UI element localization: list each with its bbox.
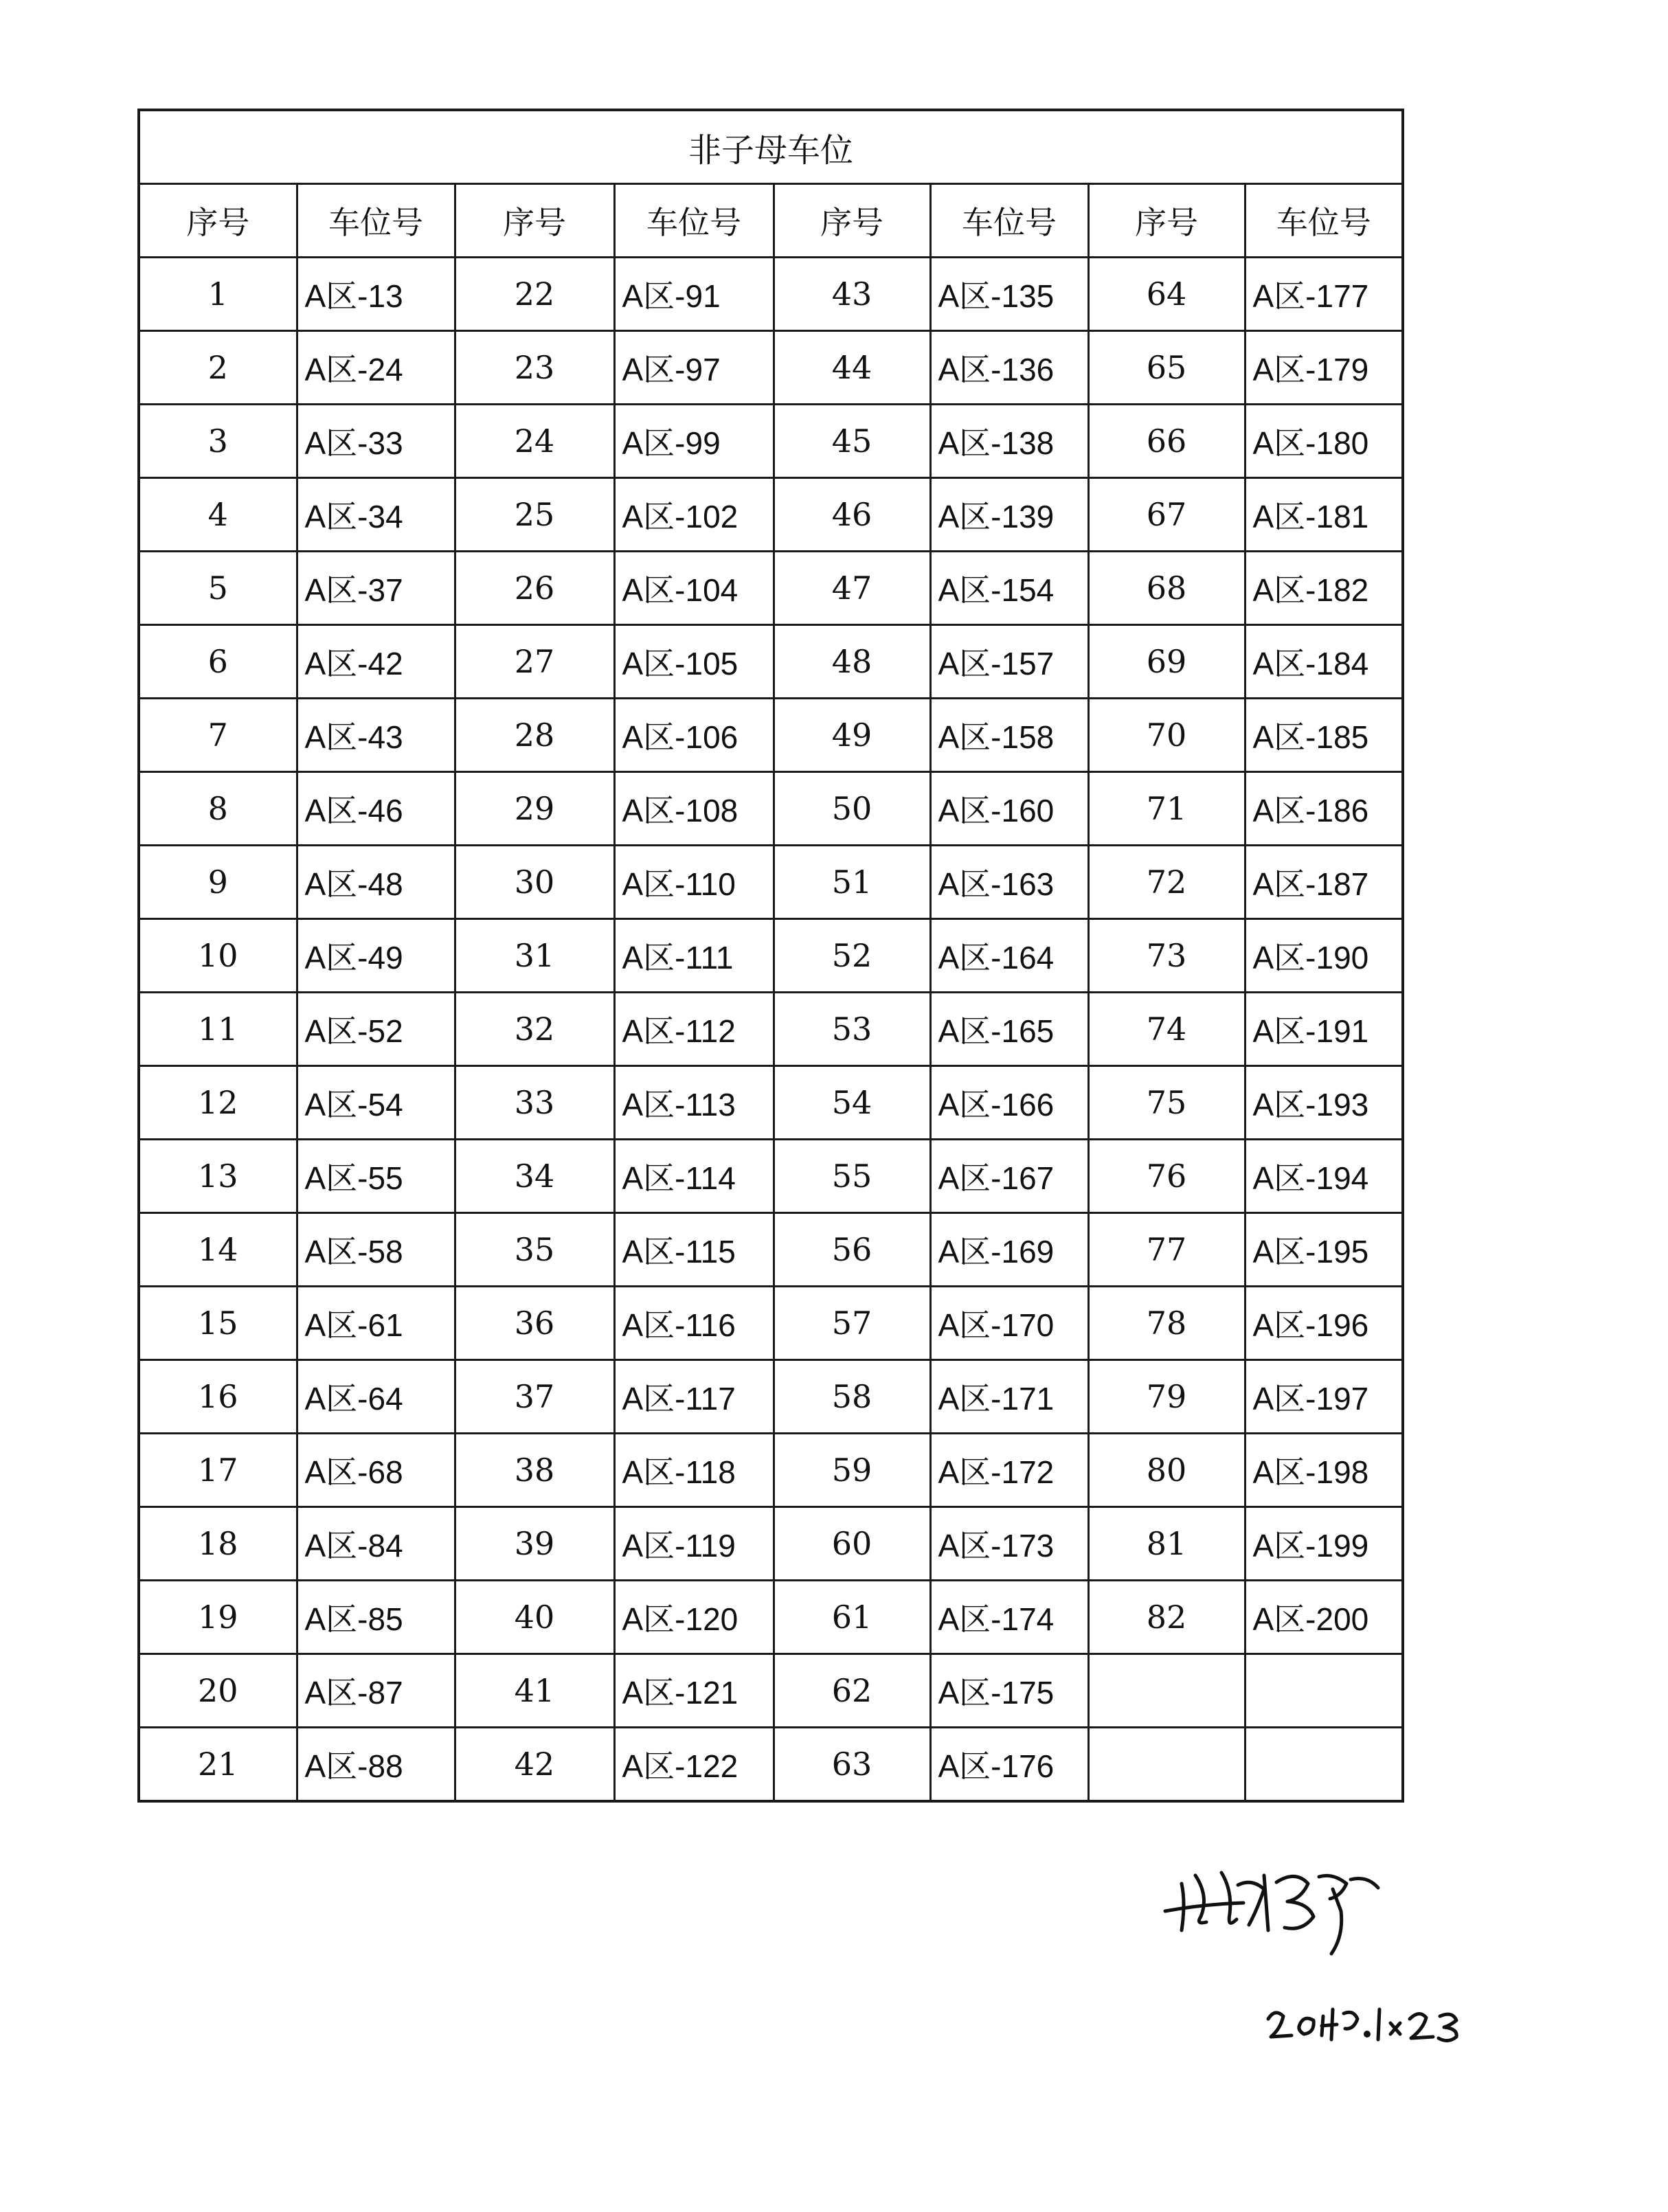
seq-cell: 10 [139, 919, 297, 993]
space-code-cell: A区-167 [930, 1140, 1088, 1213]
header-seq: 序号 [774, 184, 930, 258]
seq-cell: 26 [455, 552, 614, 625]
seq-cell: 22 [455, 258, 614, 331]
space-code-cell: A区-102 [614, 478, 774, 552]
seq-cell: 71 [1088, 772, 1245, 846]
seq-cell: 32 [455, 993, 614, 1066]
table-row [139, 1360, 1403, 1434]
space-code-cell: A区-33 [297, 405, 455, 478]
table-row [139, 405, 1403, 478]
space-code-cell: A区-176 [930, 1728, 1088, 1802]
handwritten-signature [1161, 1848, 1401, 1958]
space-code-cell: A区-154 [930, 552, 1088, 625]
space-code-cell: A区-187 [1245, 846, 1403, 919]
seq-cell [1088, 1728, 1245, 1802]
table-row [139, 1140, 1403, 1213]
table-row [139, 1581, 1403, 1654]
space-code-cell: A区-116 [614, 1287, 774, 1360]
header-space-no: 车位号 [930, 184, 1088, 258]
seq-cell: 61 [774, 1581, 930, 1654]
space-code-cell: A区-122 [614, 1728, 774, 1802]
table-row [139, 1728, 1403, 1802]
table-title: 非子母车位 [139, 110, 1403, 184]
seq-cell: 47 [774, 552, 930, 625]
header-space-no: 车位号 [297, 184, 455, 258]
seq-cell: 67 [1088, 478, 1245, 552]
space-code-cell: A区-85 [297, 1581, 455, 1654]
space-code-cell: A区-163 [930, 846, 1088, 919]
seq-cell: 59 [774, 1434, 930, 1507]
space-code-cell: A区-174 [930, 1581, 1088, 1654]
seq-cell: 55 [774, 1140, 930, 1213]
space-code-cell: A区-108 [614, 772, 774, 846]
space-code-cell: A区-198 [1245, 1434, 1403, 1507]
seq-cell: 50 [774, 772, 930, 846]
seq-cell: 20 [139, 1654, 297, 1728]
header-seq: 序号 [455, 184, 614, 258]
seq-cell: 68 [1088, 552, 1245, 625]
space-code-cell: A区-185 [1245, 699, 1403, 772]
seq-cell: 37 [455, 1360, 614, 1434]
header-seq: 序号 [1088, 184, 1245, 258]
title-row [139, 110, 1403, 184]
seq-cell: 44 [774, 331, 930, 405]
space-code-cell: A区-118 [614, 1434, 774, 1507]
space-code-cell: A区-164 [930, 919, 1088, 993]
space-code-cell [1245, 1728, 1403, 1802]
seq-cell: 54 [774, 1066, 930, 1140]
seq-cell: 19 [139, 1581, 297, 1654]
space-code-cell: A区-160 [930, 772, 1088, 846]
seq-cell: 29 [455, 772, 614, 846]
space-code-cell: A区-180 [1245, 405, 1403, 478]
seq-cell: 16 [139, 1360, 297, 1434]
space-code-cell: A区-34 [297, 478, 455, 552]
seq-cell: 42 [455, 1728, 614, 1802]
space-code-cell: A区-119 [614, 1507, 774, 1581]
space-code-cell: A区-97 [614, 331, 774, 405]
seq-cell: 63 [774, 1728, 930, 1802]
seq-cell: 80 [1088, 1434, 1245, 1507]
table-row [139, 1213, 1403, 1287]
seq-cell: 21 [139, 1728, 297, 1802]
table-row [139, 699, 1403, 772]
space-code-cell: A区-165 [930, 993, 1088, 1066]
header-row [139, 184, 1403, 258]
space-code-cell: A区-169 [930, 1213, 1088, 1287]
seq-cell: 3 [139, 405, 297, 478]
seq-cell: 35 [455, 1213, 614, 1287]
seq-cell: 11 [139, 993, 297, 1066]
table-row [139, 919, 1403, 993]
space-code-cell: A区-121 [614, 1654, 774, 1728]
space-code-cell: A区-191 [1245, 993, 1403, 1066]
space-code-cell: A区-13 [297, 258, 455, 331]
space-code-cell: A区-120 [614, 1581, 774, 1654]
space-code-cell: A区-170 [930, 1287, 1088, 1360]
space-code-cell: A区-42 [297, 625, 455, 699]
seq-cell: 78 [1088, 1287, 1245, 1360]
seq-cell: 33 [455, 1066, 614, 1140]
seq-cell: 64 [1088, 258, 1245, 331]
seq-cell: 81 [1088, 1507, 1245, 1581]
seq-cell: 49 [774, 699, 930, 772]
space-code-cell: A区-113 [614, 1066, 774, 1140]
seq-cell: 39 [455, 1507, 614, 1581]
space-code-cell: A区-117 [614, 1360, 774, 1434]
seq-cell: 34 [455, 1140, 614, 1213]
space-code-cell: A区-136 [930, 331, 1088, 405]
seq-cell: 18 [139, 1507, 297, 1581]
space-code-cell: A区-193 [1245, 1066, 1403, 1140]
seq-cell: 2 [139, 331, 297, 405]
seq-cell: 14 [139, 1213, 297, 1287]
space-code-cell: A区-166 [930, 1066, 1088, 1140]
parking-space-table [137, 109, 1404, 1803]
space-code-cell: A区-87 [297, 1654, 455, 1728]
seq-cell: 17 [139, 1434, 297, 1507]
space-code-cell: A区-184 [1245, 625, 1403, 699]
space-code-cell: A区-172 [930, 1434, 1088, 1507]
seq-cell: 28 [455, 699, 614, 772]
table-row [139, 846, 1403, 919]
seq-cell: 66 [1088, 405, 1245, 478]
space-code-cell: A区-106 [614, 699, 774, 772]
space-code-cell: A区-64 [297, 1360, 455, 1434]
space-code-cell: A区-186 [1245, 772, 1403, 846]
space-code-cell: A区-175 [930, 1654, 1088, 1728]
seq-cell: 4 [139, 478, 297, 552]
space-code-cell: A区-196 [1245, 1287, 1403, 1360]
seq-cell: 74 [1088, 993, 1245, 1066]
space-code-cell: A区-88 [297, 1728, 455, 1802]
seq-cell: 82 [1088, 1581, 1245, 1654]
space-code-cell: A区-58 [297, 1213, 455, 1287]
seq-cell: 72 [1088, 846, 1245, 919]
table-row [139, 331, 1403, 405]
space-code-cell: A区-49 [297, 919, 455, 993]
seq-cell: 5 [139, 552, 297, 625]
seq-cell: 70 [1088, 699, 1245, 772]
seq-cell: 12 [139, 1066, 297, 1140]
table-row [139, 1507, 1403, 1581]
table-row [139, 552, 1403, 625]
space-code-cell: A区-111 [614, 919, 774, 993]
header-seq: 序号 [139, 184, 297, 258]
seq-cell: 9 [139, 846, 297, 919]
seq-cell: 52 [774, 919, 930, 993]
space-code-cell: A区-37 [297, 552, 455, 625]
table-row [139, 625, 1403, 699]
space-code-cell: A区-43 [297, 699, 455, 772]
seq-cell: 75 [1088, 1066, 1245, 1140]
space-code-cell: A区-114 [614, 1140, 774, 1213]
space-code-cell: A区-24 [297, 331, 455, 405]
seq-cell: 41 [455, 1654, 614, 1728]
space-code-cell: A区-179 [1245, 331, 1403, 405]
handwritten-date [1264, 1989, 1484, 2051]
table-row [139, 258, 1403, 331]
seq-cell: 79 [1088, 1360, 1245, 1434]
space-code-cell: A区-190 [1245, 919, 1403, 993]
table-row [139, 772, 1403, 846]
space-code-cell: A区-68 [297, 1434, 455, 1507]
seq-cell: 76 [1088, 1140, 1245, 1213]
seq-cell: 56 [774, 1213, 930, 1287]
space-code-cell: A区-48 [297, 846, 455, 919]
seq-cell: 36 [455, 1287, 614, 1360]
seq-cell: 60 [774, 1507, 930, 1581]
space-code-cell: A区-182 [1245, 552, 1403, 625]
seq-cell: 31 [455, 919, 614, 993]
seq-cell: 24 [455, 405, 614, 478]
seq-cell: 7 [139, 699, 297, 772]
space-code-cell: A区-54 [297, 1066, 455, 1140]
space-code-cell: A区-52 [297, 993, 455, 1066]
space-code-cell: A区-115 [614, 1213, 774, 1287]
seq-cell: 6 [139, 625, 297, 699]
space-code-cell: A区-138 [930, 405, 1088, 478]
header-space-no: 车位号 [1245, 184, 1403, 258]
seq-cell: 8 [139, 772, 297, 846]
space-code-cell: A区-104 [614, 552, 774, 625]
space-code-cell: A区-194 [1245, 1140, 1403, 1213]
seq-cell [1088, 1654, 1245, 1728]
seq-cell: 48 [774, 625, 930, 699]
space-code-cell: A区-195 [1245, 1213, 1403, 1287]
seq-cell: 77 [1088, 1213, 1245, 1287]
seq-cell: 58 [774, 1360, 930, 1434]
space-code-cell: A区-91 [614, 258, 774, 331]
space-code-cell: A区-110 [614, 846, 774, 919]
seq-cell: 1 [139, 258, 297, 331]
table-row [139, 1066, 1403, 1140]
seq-cell: 69 [1088, 625, 1245, 699]
space-code-cell: A区-181 [1245, 478, 1403, 552]
space-code-cell: A区-135 [930, 258, 1088, 331]
seq-cell: 57 [774, 1287, 930, 1360]
table-row [139, 1434, 1403, 1507]
space-code-cell: A区-157 [930, 625, 1088, 699]
seq-cell: 62 [774, 1654, 930, 1728]
seq-cell: 43 [774, 258, 930, 331]
space-code-cell: A区-158 [930, 699, 1088, 772]
space-code-cell: A区-197 [1245, 1360, 1403, 1434]
seq-cell: 45 [774, 405, 930, 478]
space-code-cell: A区-171 [930, 1360, 1088, 1434]
seq-cell: 27 [455, 625, 614, 699]
table-row [139, 1654, 1403, 1728]
space-code-cell: A区-105 [614, 625, 774, 699]
space-code-cell: A区-200 [1245, 1581, 1403, 1654]
space-code-cell: A区-173 [930, 1507, 1088, 1581]
seq-cell: 13 [139, 1140, 297, 1213]
table-row [139, 478, 1403, 552]
header-space-no: 车位号 [614, 184, 774, 258]
space-code-cell: A区-99 [614, 405, 774, 478]
space-code-cell: A区-112 [614, 993, 774, 1066]
seq-cell: 40 [455, 1581, 614, 1654]
seq-cell: 15 [139, 1287, 297, 1360]
space-code-cell: A区-139 [930, 478, 1088, 552]
table-row [139, 993, 1403, 1066]
space-code-cell [1245, 1654, 1403, 1728]
space-code-cell: A区-177 [1245, 258, 1403, 331]
space-code-cell: A区-84 [297, 1507, 455, 1581]
seq-cell: 73 [1088, 919, 1245, 993]
seq-cell: 51 [774, 846, 930, 919]
space-code-cell: A区-199 [1245, 1507, 1403, 1581]
space-code-cell: A区-46 [297, 772, 455, 846]
seq-cell: 23 [455, 331, 614, 405]
seq-cell: 65 [1088, 331, 1245, 405]
table-row [139, 1287, 1403, 1360]
seq-cell: 25 [455, 478, 614, 552]
seq-cell: 46 [774, 478, 930, 552]
seq-cell: 30 [455, 846, 614, 919]
seq-cell: 38 [455, 1434, 614, 1507]
space-code-cell: A区-61 [297, 1287, 455, 1360]
space-code-cell: A区-55 [297, 1140, 455, 1213]
seq-cell: 53 [774, 993, 930, 1066]
